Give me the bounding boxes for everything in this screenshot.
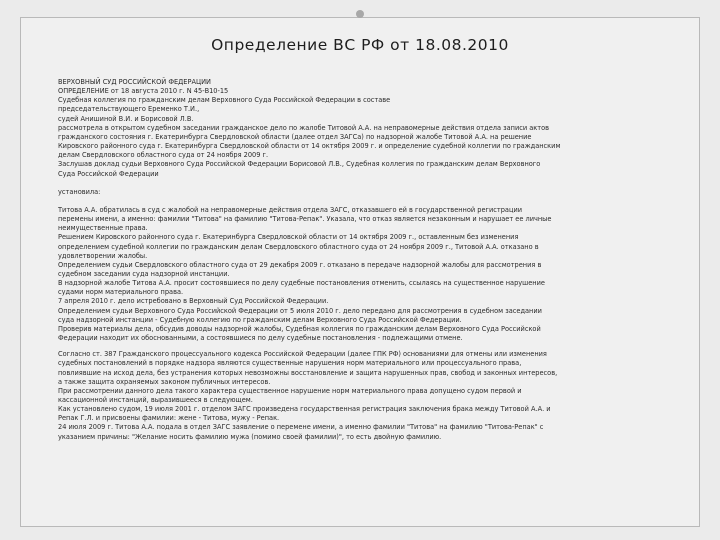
text-line: Репак Г.Л. и присвоены фамилии: жене - Титова, мужу - Репак. bbox=[58, 414, 280, 423]
text-line: повлиявшие на исход дела, без устранения которых невозможны восстановление и защита нарушенных прав, свобод и законных интересов, bbox=[58, 368, 558, 377]
text-line: ВЕРХОВНЫЙ СУД РОССИЙСКОЙ ФЕДЕРАЦИИ bbox=[58, 78, 211, 86]
text-line: Как установлено судом, 19 июля 2001 г. отделом ЗАГС произведена государственная регистрация заключения брака между Титовой А.А. и bbox=[58, 405, 551, 414]
text-line: Проверив материалы дела, обсудив доводы надзорной жалобы, Судебная коллегия по гражданским делам Верховного Суда Российской bbox=[58, 324, 541, 333]
established-label: установила: bbox=[58, 187, 101, 196]
text-line: Титова А.А. обратилась в суд с жалобой на неправомерные действия отдела ЗАГС, отказавшего ей в государственной регистрации bbox=[58, 205, 523, 214]
text-line: определением судебной коллегии по гражданским делам Свердловского областного суда от 24 ноября 2009 г., Титовой А.А. отказано в bbox=[58, 242, 539, 251]
text-line: Кировского районного суда г. Екатеринбурга Свердловской области от 14 октября 2009 г. и определение судебной коллегии по гражданским bbox=[58, 142, 561, 151]
text-line: Согласно ст. 387 Гражданского процессуального кодекса Российской Федерации (далее ГПК РФ) основаниями для отмены или изменения bbox=[58, 350, 547, 359]
text-line: удовлетворении жалобы. bbox=[58, 251, 148, 260]
text-line: судей Анишиной В.И. и Борисовой Л.В. bbox=[58, 114, 194, 123]
text-line: Судебная коллегия по гражданским делам Верховного Суда Российской Федерации в составе bbox=[58, 96, 391, 105]
text-line: 7 апреля 2010 г. дело истребовано в Верховный Суд Российской Федерации. bbox=[58, 297, 329, 306]
paragraph-block-1 bbox=[58, 206, 702, 343]
text-line: Заслушав доклад судьи Верховного Суда Российской Федерации Борисовой Л.В., Судебная коллегия по гражданским делам Верховного bbox=[58, 160, 541, 169]
text-line: Суда Российской Федерации bbox=[58, 169, 159, 178]
text-line: ОПРЕДЕЛЕНИЕ от 18 августа 2010 г. N 45-В10-15 bbox=[58, 87, 229, 96]
document-body bbox=[58, 78, 702, 442]
text-line: Определением судьи Свердловского областного суда от 29 декабря 2009 г. отказано в передаче надзорной жалобы для рассмотрения в bbox=[58, 260, 542, 269]
paragraph-block-2 bbox=[58, 350, 702, 442]
text-line: При рассмотрении данного дела такого характера существенное нарушение норм материального права допущено судом первой и bbox=[58, 386, 522, 395]
text-line: перемены имени, а именно: фамилии "Титова" на фамилию "Титова-Репак". Указала, что отказ является незаконным и нарушает ее личные bbox=[58, 215, 552, 224]
text-line: указанием причины: "Желание носить фамилию мужа (помимо своей фамилии)", то есть двойную фамилию. bbox=[58, 432, 442, 441]
text-line: гражданского состояния г. Екатеринбурга Свердловской области (далее отдел ЗАГСа) по надзорной жалобе Титовой А.А. на решение bbox=[58, 132, 532, 141]
text-line: Федерации находит их обоснованными, а состоявшиеся по делу судебные постановления - подлежащими отмене. bbox=[58, 334, 463, 343]
text-line: судебном заседании суда надзорной инстанции. bbox=[58, 269, 230, 278]
header-block bbox=[58, 78, 702, 179]
text-line: а также защита охраняемых законом публичных интересов. bbox=[58, 377, 271, 386]
text-line: суда надзорной инстанции - Судебную коллегию по гражданским делам Верховного Суда Российской Федерации. bbox=[58, 315, 462, 324]
text-line: 24 июля 2009 г. Титова А.А. подала в отдел ЗАГС заявление о перемене имени, а именно фамилии "Титова" на фамилию "Титова-Репак" с bbox=[58, 423, 544, 432]
text-line: Определением судьи Верховного Суда Российской Федерации от 5 июля 2010 г. дело передано для рассмотрения в судебном заседании bbox=[58, 306, 542, 315]
text-line: рассмотрела в открытом судебном заседании гражданское дело по жалобе Титовой А.А. на неправомерные действия отдела записи актов bbox=[58, 123, 550, 132]
text-line: председательствующего Еременко Т.И., bbox=[58, 105, 200, 114]
text-line: неимущественные права. bbox=[58, 224, 148, 233]
text-line: делам Свердловского областного суда от 24 ноября 2009 г. bbox=[58, 151, 269, 160]
text-line: судами норм материального права. bbox=[58, 288, 184, 297]
text-line: судебных постановлений в порядке надзора являются существенные нарушения норм материального или процессуального права, bbox=[58, 359, 522, 368]
text-line: Решением Кировского районного суда г. Екатеринбурга Свердловской области от 14 октября 2009 г., оставленным без изменения bbox=[58, 233, 519, 242]
slide-bullet-dot bbox=[356, 10, 364, 18]
text-line: кассационной инстанций, выразившееся в следующем. bbox=[58, 396, 253, 404]
text-line: В надзорной жалобе Титова А.А. просит состоявшиеся по делу судебные постановления отменить, ссылаясь на существенное нарушение bbox=[58, 279, 545, 288]
page-title: Определение ВС РФ от 18.08.2010 bbox=[211, 36, 509, 54]
